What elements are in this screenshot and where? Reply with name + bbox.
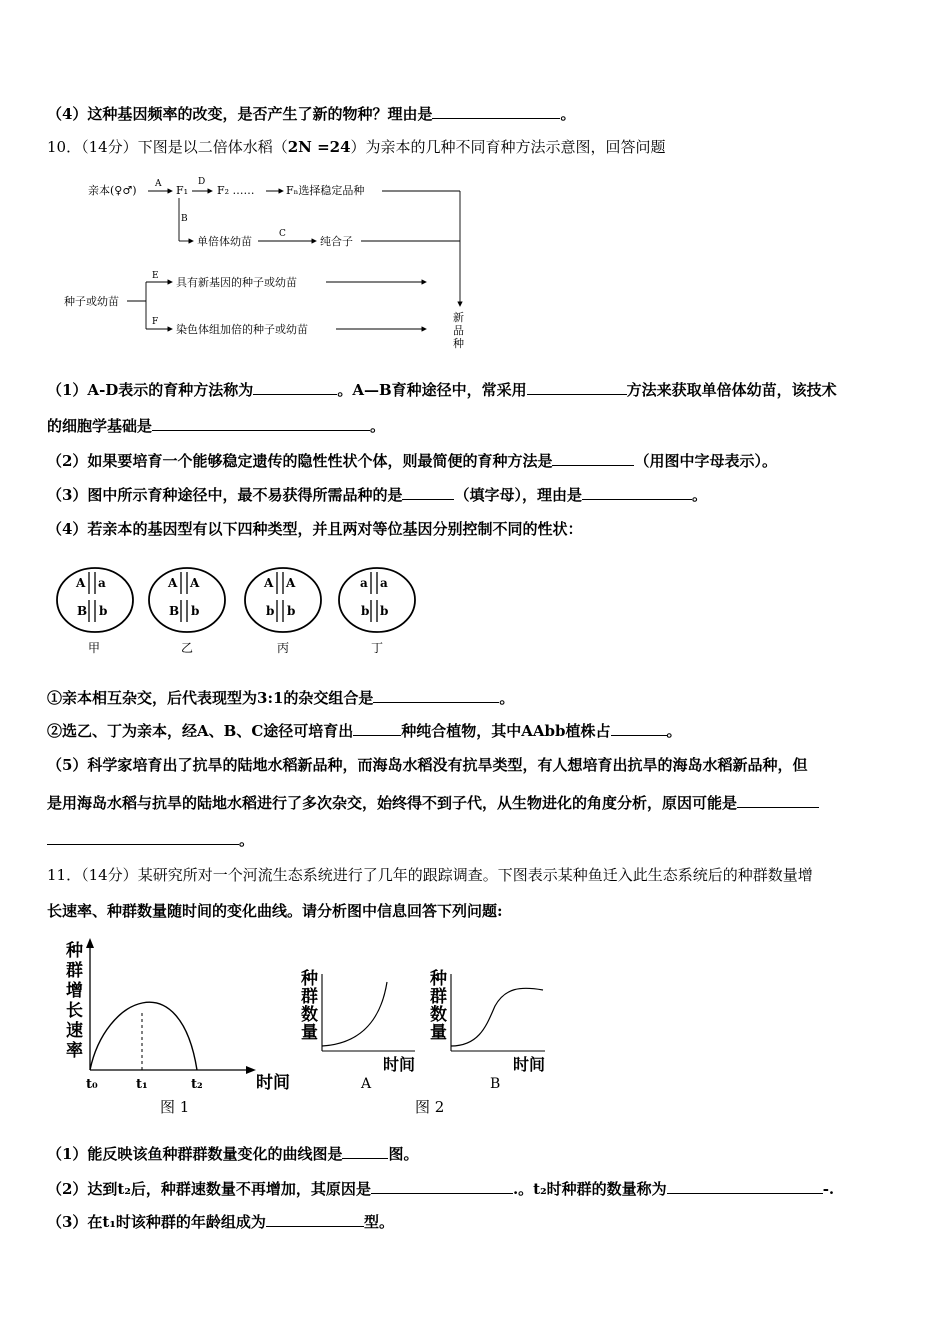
cell-jia-bottom-right: b [99,604,108,618]
q10-heading [47,137,666,157]
fig2b-ylabel-3: 数 [430,1005,447,1025]
cell-jia [57,568,133,655]
q10-part1-line1 [47,380,837,400]
q9-part4-text: （4）这种基因频率的改变，是否产生了新的物种？理由是 [47,105,433,123]
q10-part5-line3 [47,830,254,850]
fig2a-ylabel-3: 数 [301,1005,318,1025]
cell-bing-bottom-right: b [287,604,296,618]
q10-part5-line1 [47,755,807,775]
cell-ding-label: 丁 [371,641,384,655]
q10-part4 [47,519,582,539]
answer-blank[interactable] [373,688,499,703]
fig1-caption: 图 1 [160,1098,190,1116]
fig1-ylabel-3: 增 [66,981,83,1001]
fig1-curve [90,1002,197,1070]
q10-p2-b: （用图中字母表示）。 [634,452,777,470]
figure-1-growth-rate [60,938,300,1120]
q10-part5-line2 [47,793,819,813]
q10-sub1 [47,688,514,708]
q9-part4 [47,104,575,124]
fig1-ylabel-1: 种 [66,941,83,961]
fig1-tick-t2: t₂ [191,1077,203,1092]
fig1-xlabel: 时间 [256,1073,290,1093]
answer-blank[interactable] [582,485,692,500]
q10-p4-text: （4）若亲本的基因型有以下四种类型，并且两对等位基因分别控制不同的性状： [47,520,583,538]
answer-blank[interactable] [432,104,560,119]
fig1-tick-t0: t₀ [86,1077,98,1092]
q11-stem-l2: 长速率、种群数量随时间的变化曲线。请分析图中信息回答下列问题: [47,902,503,920]
fig2a-ylabel-2: 群 [301,987,318,1007]
answer-blank[interactable] [152,416,370,431]
fig2b-ylabel-4: 量 [430,1023,447,1043]
answer-blank[interactable] [253,380,337,395]
answer-blank[interactable] [266,1212,364,1227]
q11-p1-b: 图。 [388,1145,419,1163]
fig2b-ylabel-1: 种 [430,969,447,989]
diagram-f2: F₂ …… [217,184,255,197]
fig2a-ylabel-1: 种 [301,969,318,989]
cell-yi-bottom-right: b [191,604,200,618]
q10-stem-c: ）为亲本的几种不同育种方法示意图，回答问题 [350,138,666,156]
q10-p3-c: 。 [691,486,707,504]
genotype-cells [50,560,430,660]
diagram-seed: 种子或幼苗 [64,295,119,308]
cell-bing-bottom-left: b [266,604,275,618]
fig1-tick-t1: t₁ [136,1077,148,1092]
q11-heading [47,865,813,885]
q10-part2 [47,451,777,471]
q10-sub2 [47,721,682,741]
q11-points: （14分） [81,866,138,884]
answer-blank[interactable] [527,380,627,395]
diagram-label-c: C [279,229,286,239]
q10-points: （14分） [81,138,138,156]
diagram-haploid: 单倍体幼苗 [197,235,252,248]
q10-p3-b: （填字母），理由是 [454,486,582,504]
cell-jia-top-right: a [98,576,106,590]
diagram-parent: 亲本(♀♂) [88,184,137,197]
fig2b-ylabel-2: 群 [430,987,447,1007]
diagram-label-a: A [155,179,162,189]
answer-blank[interactable] [552,451,634,466]
q10-p1-c: 方法来获取单倍体幼苗，该技术 [626,381,837,399]
cell-jia-label: 甲 [88,641,101,655]
fig2b-s-curve [451,988,543,1046]
q10-part1-line2 [47,416,385,436]
cell-jia-bottom-left: B [77,604,88,618]
q11-part2 [47,1179,834,1199]
q11-p3-a: （3）在t₁时该种群的年龄组成为 [47,1213,266,1231]
q10-p1-b: 。A—B育种途径中，常采用 [337,381,527,399]
fig2-caption: 图 2 [415,1098,445,1116]
answer-blank[interactable] [611,721,667,736]
fig1-ylabel-5: 速 [66,1021,83,1041]
cell-bing-top-left: A [264,576,274,590]
diagram-label-e: E [152,271,159,281]
diagram-newgene: 具有新基因的种子或幼苗 [176,276,297,289]
q11-p2-b: .。t₂时种群的数量称为 [512,1180,667,1198]
fig2a-ylabel-4: 量 [301,1023,318,1043]
q10-s2-b: 种纯合植物，其中AAbb植株占 [401,722,611,740]
cell-ding [339,568,415,655]
fig1-ylabel-4: 长 [66,1001,83,1021]
fig1-ylabel-6: 率 [66,1041,83,1061]
answer-blank[interactable] [371,1179,513,1194]
diagram-f1: F₁ [176,184,189,197]
q10-part3 [47,485,707,505]
diagram-label-f: F [152,317,159,327]
diagram-newvar-1: 新 [453,311,464,324]
q10-p5-l1: （5）科学家培育出了抗旱的陆地水稻新品种，而海岛水稻没有抗旱类型，有人想培育出抗旱的海岛水稻新品种，但 [47,756,808,774]
q10-number: 10． [47,138,82,156]
cell-jia-top-left: A [76,576,86,590]
diagram-newvar-2: 品 [453,324,464,337]
q10-p1-e: 。 [370,417,386,435]
q11-part3 [47,1212,394,1232]
cell-ding-top-right: a [380,576,388,590]
q9-part4-end: 。 [560,105,576,123]
cell-yi [149,568,225,655]
q11-p2-a: （2）达到t₂后，种群速数量不再增加，其原因是 [47,1180,371,1198]
cell-ding-bottom-right: b [380,604,389,618]
cell-yi-label: 乙 [181,641,194,655]
breeding-diagram [64,172,500,352]
q10-p5-l3: 。 [239,831,255,849]
q10-s1-a: ①亲本相互杂交，后代表现型为3:1的杂交组合是 [47,689,374,707]
figure-2-population [295,966,565,1122]
fig2a-xlabel: 时间 [383,1055,416,1074]
q10-s2-c: 。 [666,722,682,740]
answer-blank[interactable] [353,721,401,736]
q11-p2-c: -. [822,1180,835,1198]
q10-p5-l2: 是用海岛水稻与抗旱的陆地水稻进行了多次杂交，始终得不到子代，从生物进化的角度分析，原因可能是 [47,794,738,812]
q11-number: 11． [47,866,82,884]
answer-blank[interactable] [342,1144,388,1159]
cell-yi-top-right: A [190,576,200,590]
q11-p3-b: 型。 [363,1213,394,1231]
cell-bing [245,568,321,655]
cell-ding-bottom-left: b [361,604,370,618]
diagram-label-d: D [198,177,206,187]
fig1-x-arrow [246,1066,256,1074]
q10-p2-a: （2）如果要培育一个能够稳定遗传的隐性性状个体，则最简便的育种方法是 [47,452,553,470]
fig1-ylabel-2: 群 [66,961,83,981]
q10-s2-a: ②选乙、丁为亲本，经A、B、C途径可培育出 [47,722,354,740]
answer-blank[interactable] [667,1179,823,1194]
q10-stem-a: 下图是以二倍体水稻（ [137,138,288,156]
answer-blank[interactable] [47,830,239,845]
q11-part1 [47,1144,418,1164]
fig2a-j-curve [322,982,387,1046]
cell-ding-top-left: a [360,576,368,590]
fig1-y-arrow [86,938,94,948]
q10-p1-a: （1）A-D表示的育种方法称为 [47,381,254,399]
diagram-chromo: 染色体组加倍的种子或幼苗 [176,323,308,336]
diagram-newvar-3: 种 [453,337,464,350]
q10-p3-a: （3）图中所示育种途径中，最不易获得所需品种的是 [47,486,403,504]
cell-yi-bottom-left: B [169,604,180,618]
diagram-label-b: B [181,214,188,224]
fig2b-label: B [490,1076,501,1092]
q10-s1-b: 。 [499,689,515,707]
q10-stem-b: 2N =24 [287,138,351,156]
fig2a-label: A [361,1076,372,1092]
q10-p1-d: 的细胞学基础是 [47,417,153,435]
fig2b-xlabel: 时间 [513,1055,546,1074]
diagram-pure: 纯合子 [320,235,353,248]
answer-blank[interactable] [402,485,454,500]
cell-bing-label: 丙 [277,641,290,655]
cell-bing-top-right: A [286,576,296,590]
q11-stem-line2 [47,901,503,921]
answer-blank[interactable] [737,793,819,808]
q11-p1-a: （1）能反映该鱼种群群数量变化的曲线图是 [47,1145,343,1163]
cell-yi-top-left: A [168,576,178,590]
q11-stem-l1: 某研究所对一个河流生态系统进行了几年的跟踪调查。下图表示某种鱼迁入此生态系统后的种群数量增 [137,866,813,884]
diagram-fn: Fₙ选择稳定品种 [286,184,365,197]
